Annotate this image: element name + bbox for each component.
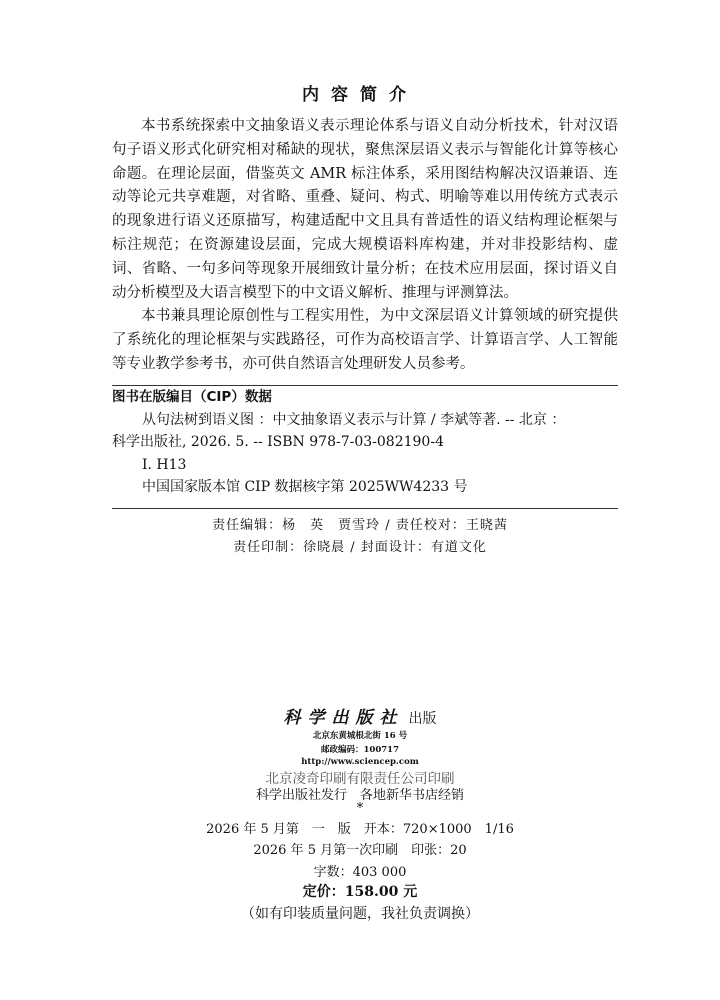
intro-paragraph-1: 本书系统探索中文抽象语义表示理论体系与语义自动分析技术，针对汉语句子语义形式化研究相对稀缺的现状，聚焦深层语义表示与智能化计算等核心命题。在理论层面，借鉴英文 AMR 标注体系，采用图结构解决汉语兼语、连动等论元共享难题，对省略、重叠、疑问、构式、明喻等难以用传统方式表示的现象进行语义还原描写，构建适配中文且具有普适性的语义结构理论框架与标注规范；在资源建设层面，完成大规模语料库构建，并对非投影结构、虚词、省略、一句多问等现象开展细致计量分析；在技术应用层面，探讨语义自动分析模型及大语言模型下的中文语义解析、推理与评测算法。 [112,118,618,301]
intro-paragraph-2: 本书兼具理论原创性与工程实用性，为中文深层语义计算领域的研究提供了系统化的理论框架与实践路径，可作为高校语言学、计算语言学、人工智能等专业教学参考书，亦可供自然语言处理研发人员参考。 [112,308,618,372]
publisher-suffix: 出版 [408,711,437,727]
publisher-postcode: 邮政编码：100717 [321,745,399,755]
cip-line-classification: Ⅰ. H13 [142,456,187,473]
distribution-line: 科学出版社发行 各地新华书店经销 [255,788,464,803]
cip-bottom-rule [112,508,618,509]
edition-line: 2026 年 5 月第 一 版 开本：720×1000 1/16 [206,822,514,837]
publisher-logo: 科学出版社 [283,708,404,728]
publisher-address: 北京东黄城根北街 16 号 [312,731,408,741]
wordcount-line: 字数：403 000 [313,865,407,880]
credits-editors: 责任编辑：杨 英 贾雪玲 / 责任校对：王晓茜 [212,518,508,533]
intro-title: 内容简介 [302,85,418,105]
quality-notice: （如有印装质量问题，我社负责调换） [241,906,479,922]
credits-production: 责任印制：徐晓晨 / 封面设计：有道文化 [233,540,487,555]
cip-line-title: 从句法树到语义图 ：中文抽象语义表示与计算 / 李斌等著. -- 北京 ： [142,411,566,428]
publisher-mark [0,703,720,728]
separator-star: * [356,801,364,816]
intro-body [112,115,618,377]
cip-line-publisher: 科学出版社, 2026. 5. -- ISBN 978-7-03-082190-4 [112,434,444,450]
printing-line: 2026 年 5 月第一次印刷 印张：20 [253,843,467,858]
printer-line: 北京凌奇印刷有限责任公司印刷 [265,771,455,787]
cip-heading: 图书在版编目（CIP）数据 [112,389,272,405]
cip-line-record: 中国国家版本馆 CIP 数据核字第 2025WW4233 号 [142,479,468,495]
publisher-url: http://www.sciencep.com [301,757,419,767]
price-line: 定价：158.00 元 [302,884,418,900]
cip-block [112,386,618,499]
